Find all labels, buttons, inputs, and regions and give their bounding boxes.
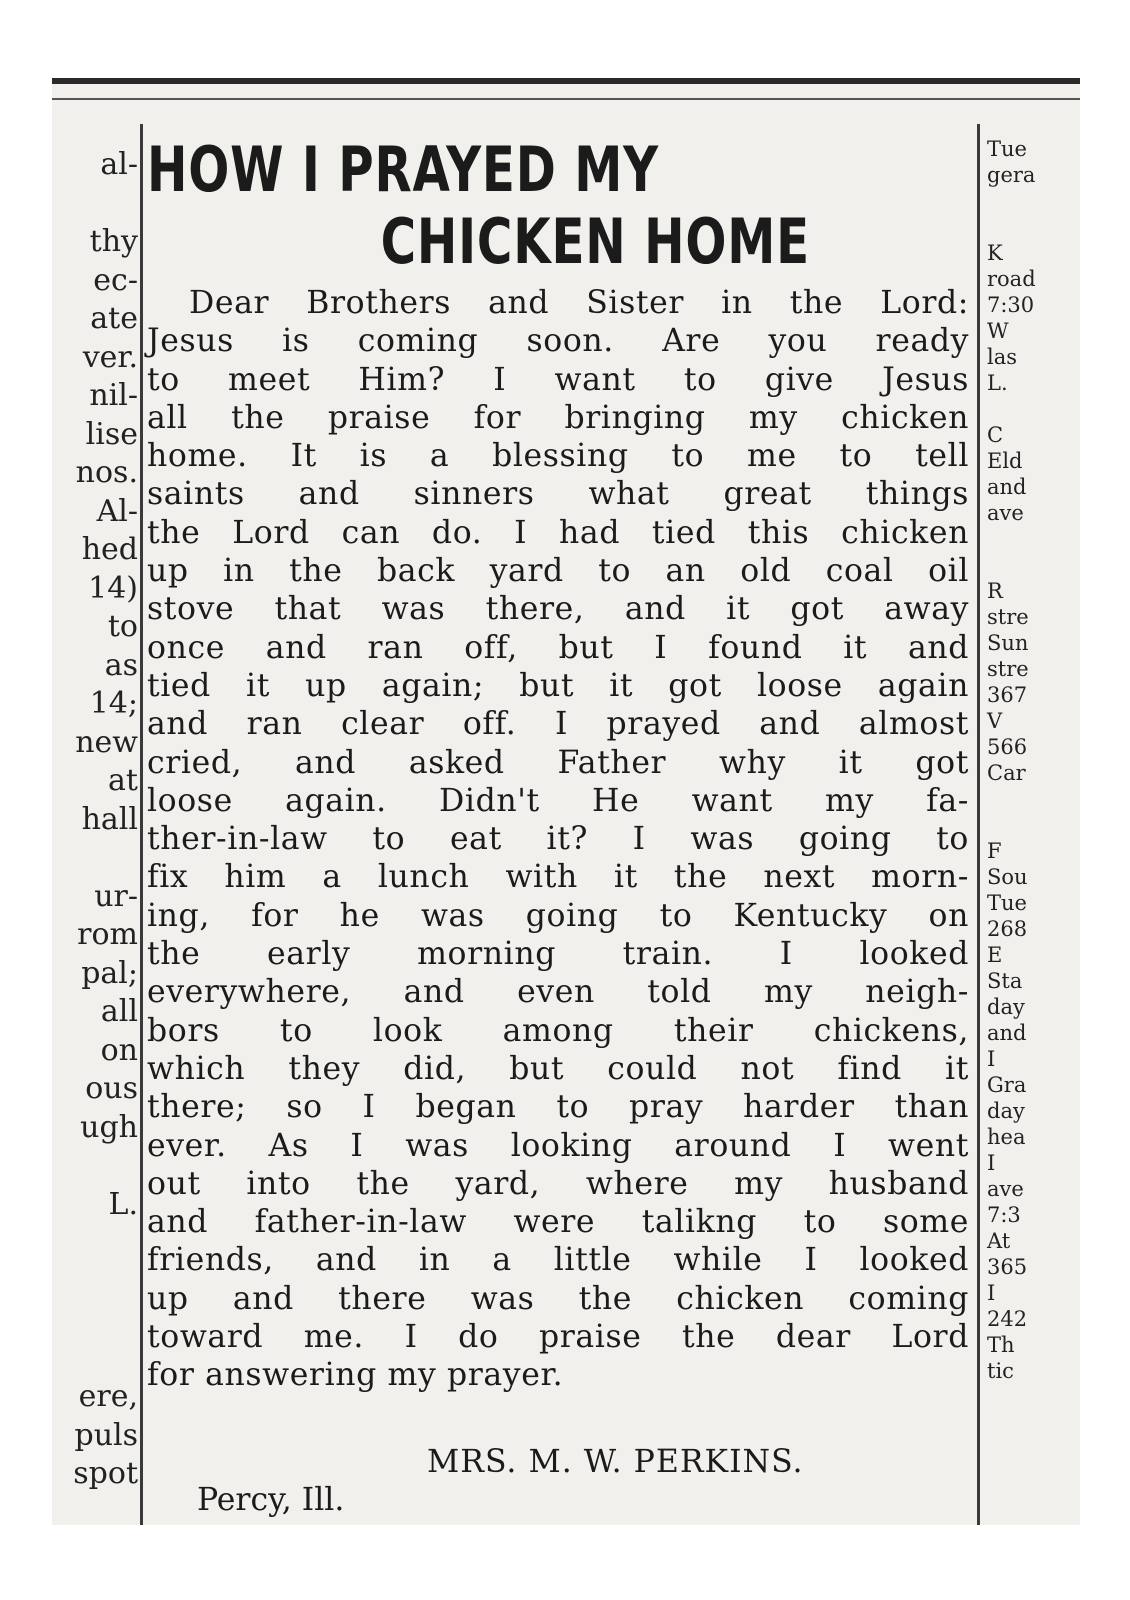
left-fragment: [52, 839, 138, 878]
left-fragment: to: [107, 609, 138, 644]
right-fragment: Sta: [987, 969, 1023, 993]
right-fragment: Tue: [987, 137, 1027, 161]
body-line: out into the yard, where my husband: [147, 1165, 969, 1202]
right-fragment: I: [987, 1151, 996, 1175]
left-fragment: nil-: [89, 378, 138, 413]
body-line: loose again. Didn't He want my fa-: [147, 782, 969, 819]
right-column-rule: [977, 124, 980, 1525]
right-fragment: Gra: [987, 1073, 1027, 1097]
left-fragment: thy: [89, 224, 138, 259]
body-line: which they did, but could not find it: [147, 1050, 969, 1087]
headline-line-1: HOW I PRAYED MY: [147, 133, 659, 206]
right-fragment: and: [987, 1021, 1027, 1045]
right-fragment: I: [987, 1047, 996, 1071]
right-fragment: 7:3: [987, 1203, 1021, 1227]
right-fragment: [987, 786, 1057, 812]
right-fragment: stre: [987, 657, 1029, 681]
body-line: all the praise for bringing my chicken: [147, 399, 969, 436]
right-fragment: tic: [987, 1359, 1014, 1383]
left-fragment: [52, 1224, 138, 1263]
left-fragment: 14): [88, 570, 138, 606]
right-fragment: 268: [987, 917, 1028, 941]
left-fragment: puls: [74, 1417, 138, 1453]
right-fragment: las: [987, 345, 1018, 369]
signature: MRS. M. W. PERKINS.: [427, 1444, 804, 1480]
left-fragment: spot: [73, 1456, 138, 1491]
body-line: and ran clear off. I prayed and almost: [147, 706, 969, 743]
right-fragment: Eld: [987, 449, 1023, 473]
place-line: Percy, Ill.: [197, 1482, 345, 1518]
right-fragment: L.: [987, 371, 1008, 395]
left-fragment: lise: [85, 416, 138, 452]
right-fragment: [987, 812, 1057, 838]
left-fragment: ate: [90, 301, 138, 336]
right-fragment: ave: [987, 1177, 1024, 1201]
body-line: and father-in-law were talikng to some: [147, 1204, 969, 1241]
body-line: Jesus is coming soon. Are you ready: [147, 323, 969, 360]
body-line: fix him a lunch with it the next morn-: [147, 859, 969, 896]
right-fragment: 7:30: [987, 293, 1035, 317]
body-line: up in the back yard to an old coal oil: [147, 553, 969, 590]
body-line: toward me. I do praise the dear Lord: [147, 1319, 969, 1356]
top-rule: [52, 98, 1080, 100]
left-fragment: hed: [81, 532, 138, 567]
left-fragment: ous: [85, 1071, 138, 1106]
body-line: the early morning train. I looked: [147, 936, 969, 973]
headline-line-2: CHICKEN HOME: [380, 205, 810, 278]
left-fragment: [52, 1147, 138, 1186]
right-fragment: V: [987, 709, 1003, 733]
newspaper-clipping: [52, 78, 1080, 1525]
right-fragment: R: [987, 579, 1003, 603]
body-line: stove that was there, and it got away: [147, 591, 969, 628]
right-fragment: [987, 396, 1057, 422]
body-line: Dear Brothers and Sister in the Lord:: [189, 285, 969, 321]
body-line: once and ran off, but I found it and: [147, 629, 969, 666]
right-fragment: Sun: [987, 631, 1029, 655]
right-fragment: [987, 552, 1057, 578]
left-fragment: all: [100, 994, 138, 1029]
left-fragment: ugh: [80, 1109, 138, 1145]
right-fragment: [987, 526, 1057, 552]
body-line: tied it up again; but it got loose again: [147, 667, 969, 704]
left-fragment: on: [100, 1032, 138, 1068]
right-fragment: ave: [987, 501, 1024, 525]
left-fragment: ver.: [82, 339, 138, 375]
body-line: to meet Him? I want to give Jesus: [147, 361, 969, 398]
left-fragment: nos.: [75, 455, 138, 490]
body-line: cried, and asked Father why it got: [147, 744, 969, 781]
right-fragment: I: [987, 1281, 996, 1305]
right-fragment: At: [987, 1229, 1011, 1253]
body-line: the Lord can do. I had tied this chicken: [147, 514, 969, 551]
right-fragment: 242: [987, 1307, 1028, 1331]
right-fragment: road: [987, 267, 1036, 291]
right-fragment: F: [987, 839, 1002, 863]
left-fragment: as: [104, 647, 138, 683]
right-fragment: day: [987, 995, 1025, 1019]
body-line: up and there was the chicken coming: [147, 1280, 969, 1317]
right-fragment: C: [987, 423, 1004, 447]
right-fragment: and: [987, 475, 1027, 499]
left-fragment: [52, 1340, 138, 1379]
right-fragment: [987, 188, 1057, 214]
right-fragment: E: [987, 943, 1003, 967]
right-fragment: Th: [987, 1333, 1015, 1357]
body-line: friends, and in a little while I looked: [147, 1242, 969, 1279]
right-fragment: Tue: [987, 891, 1027, 915]
left-fragment: new: [75, 724, 138, 760]
body-line: ever. As I was looking around I went: [147, 1127, 969, 1164]
left-fragment: [52, 1263, 138, 1302]
body-line: everywhere, and even told my neigh-: [147, 974, 969, 1011]
right-fragment: stre: [987, 605, 1029, 629]
right-fragment: Sou: [987, 865, 1028, 889]
left-fragment: ur-: [94, 878, 138, 914]
right-fragment: hea: [987, 1125, 1026, 1149]
left-fragment: [52, 1301, 138, 1340]
left-fragment: hall: [81, 801, 138, 837]
left-fragment: pal;: [81, 955, 138, 991]
right-fragment: K: [987, 241, 1003, 265]
left-fragment: at: [108, 763, 138, 798]
left-column-fragments: [52, 146, 138, 1494]
left-fragment: ec-: [93, 262, 138, 298]
right-fragment: W: [987, 319, 1009, 343]
left-fragment: Al-: [96, 493, 138, 529]
right-fragment: Car: [987, 761, 1026, 785]
right-column-fragments: [987, 136, 1057, 1384]
left-fragment: 14;: [89, 686, 138, 721]
body-line: bors to look among their chickens,: [147, 1012, 969, 1049]
body-line: there; so I began to pray harder than: [147, 1089, 969, 1126]
left-fragment: L.: [108, 1186, 138, 1222]
right-fragment: 365: [987, 1255, 1028, 1279]
body-line: saints and sinners what great things: [147, 476, 969, 513]
left-column-rule: [140, 124, 143, 1525]
right-fragment: day: [987, 1099, 1025, 1123]
body-line: ing, for he was going to Kentucky on: [147, 897, 969, 934]
left-fragment: ere,: [78, 1379, 138, 1414]
body-line: for answering my prayer.: [147, 1357, 564, 1394]
body-line: home. It is a blessing to me to tell: [147, 438, 969, 475]
left-fragment: al-: [100, 147, 138, 182]
right-fragment: 367: [987, 683, 1028, 707]
article: [147, 133, 1037, 1518]
left-fragment: rom: [77, 917, 138, 952]
article-body: [147, 284, 1037, 1395]
right-fragment: [987, 214, 1057, 240]
right-fragment: 566: [987, 735, 1028, 759]
right-fragment: gera: [987, 163, 1036, 187]
body-line: ther-in-law to eat it? I was going to: [147, 821, 969, 858]
headline: [147, 134, 1036, 278]
left-fragment: [52, 185, 138, 224]
